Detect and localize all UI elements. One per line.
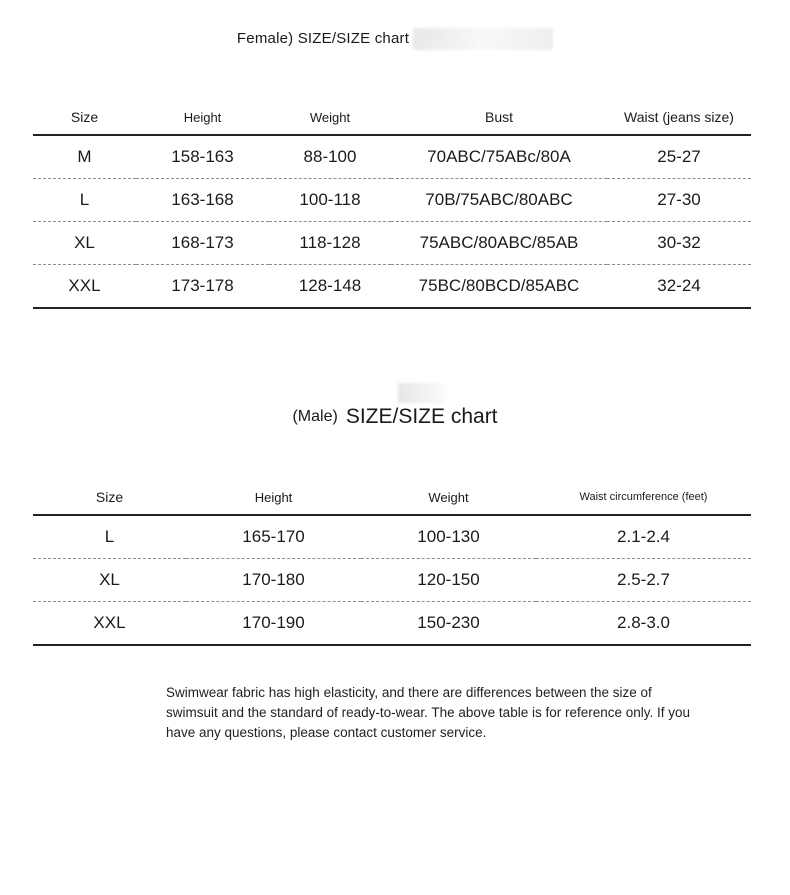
male-cell-height: 170-190	[186, 602, 361, 646]
table-row	[33, 135, 751, 179]
female-header-bust: Bust	[391, 100, 607, 135]
female-cell-size: XL	[33, 222, 136, 265]
male-cell-size: L	[33, 515, 186, 559]
male-table-header-row	[33, 480, 751, 515]
female-cell-weight: 128-148	[269, 265, 391, 309]
male-cell-size: XXL	[33, 602, 186, 646]
female-size-table	[33, 100, 751, 309]
male-header-waist: Waist circumference (feet)	[536, 480, 751, 515]
table-row	[33, 602, 751, 646]
male-header-weight: Weight	[361, 480, 536, 515]
male-header-height: Height	[186, 480, 361, 515]
female-cell-height: 158-163	[136, 135, 269, 179]
table-row	[33, 559, 751, 602]
male-cell-size: XL	[33, 559, 186, 602]
male-cell-waist: 2.1-2.4	[536, 515, 751, 559]
female-cell-height: 168-173	[136, 222, 269, 265]
female-cell-size: L	[33, 179, 136, 222]
female-chart-title	[0, 28, 790, 50]
female-cell-size: XXL	[33, 265, 136, 309]
title-smudge-artifact	[413, 28, 553, 50]
female-cell-height: 173-178	[136, 265, 269, 309]
female-cell-bust: 70B/75ABC/80ABC	[391, 179, 607, 222]
male-size-table	[33, 480, 751, 646]
female-table-header-row	[33, 100, 751, 135]
table-row	[33, 179, 751, 222]
male-chart-title-paren: (Male)	[292, 408, 338, 425]
female-header-size: Size	[33, 100, 136, 135]
female-cell-size: M	[33, 135, 136, 179]
male-cell-weight: 150-230	[361, 602, 536, 646]
female-cell-waist: 32-24	[607, 265, 751, 309]
female-cell-bust: 70ABC/75ABc/80A	[391, 135, 607, 179]
female-cell-height: 163-168	[136, 179, 269, 222]
table-row	[33, 515, 751, 559]
disclaimer-note: Swimwear fabric has high elasticity, and there are differences between the size of swimsuit and the standard of ready-to-wear. The above table is for reference only. If you have any questions, please contact customer service.	[166, 685, 691, 740]
female-cell-bust: 75ABC/80ABC/85AB	[391, 222, 607, 265]
female-cell-waist: 25-27	[607, 135, 751, 179]
female-header-height: Height	[136, 100, 269, 135]
male-cell-waist: 2.5-2.7	[536, 559, 751, 602]
female-header-waist: Waist (jeans size)	[607, 100, 751, 135]
male-cell-waist: 2.8-3.0	[536, 602, 751, 646]
male-cell-height: 170-180	[186, 559, 361, 602]
female-cell-weight: 88-100	[269, 135, 391, 179]
male-cell-weight: 100-130	[361, 515, 536, 559]
female-cell-waist: 27-30	[607, 179, 751, 222]
table-row	[33, 265, 751, 309]
female-cell-bust: 75BC/80BCD/85ABC	[391, 265, 607, 309]
male-chart-title	[0, 405, 790, 429]
female-header-weight: Weight	[269, 100, 391, 135]
male-title-smudge-artifact	[398, 383, 446, 403]
female-cell-waist: 30-32	[607, 222, 751, 265]
male-cell-height: 165-170	[186, 515, 361, 559]
table-row	[33, 222, 751, 265]
male-cell-weight: 120-150	[361, 559, 536, 602]
male-header-size: Size	[33, 480, 186, 515]
female-cell-weight: 100-118	[269, 179, 391, 222]
female-cell-weight: 118-128	[269, 222, 391, 265]
male-chart-title-text: SIZE/SIZE chart	[345, 405, 498, 428]
female-chart-title-text: Female) SIZE/SIZE chart	[236, 29, 410, 47]
